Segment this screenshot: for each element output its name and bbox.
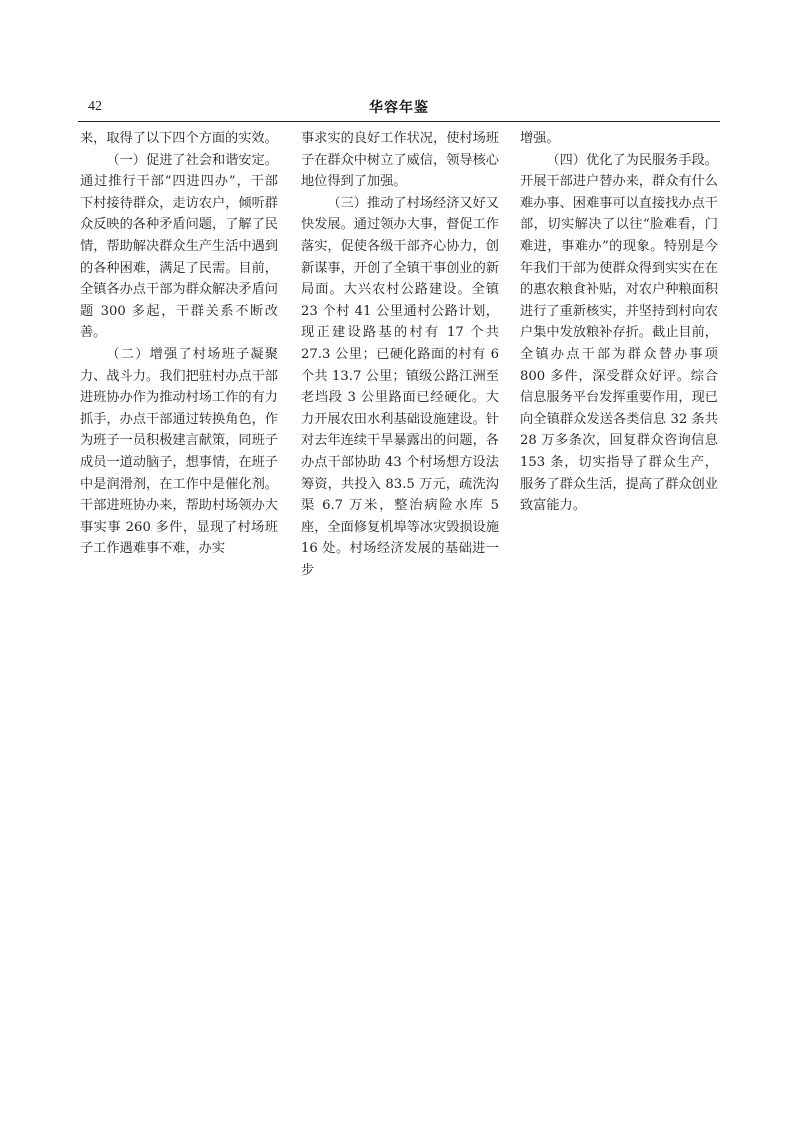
page-header	[78, 97, 720, 119]
text-column-3	[520, 128, 718, 517]
page-number: 42	[88, 99, 102, 114]
running-title: 华容年鉴	[369, 100, 429, 116]
paragraph: （四）优化了为民服务手段。开展干部进户替办来，群众有什么难办事、困难事可以直接找办点干部，切实解决了以往“脸难看，门难进，事难办”的现象。特别是今年我们干部为使群众得到实实在在的惠农粮食补贴，对农户种粮面积进行了重新核实，并坚持到村向农户集中发放粮补存折。截止目前，全镇办点干部为群众替办事项 800 多件，深受群众好评。综合信息服务平台发挥重要作用，现已向全镇群众发送各类信息 32 条共 28 万多条次，回复群众咨询信息 153 条，切实指导了群众生产，服务了群众生活，提高了群众创业致富能力。	[520, 152, 718, 514]
paragraph: （二）增强了村场班子凝聚力、战斗力。我们把驻村办点干部进班协办作为推动村场工作的有力抓手，办点干部通过转换角色，作为班子一员积极建言献策，同班子成员一道动脑子，想事情，在班子中是润滑剂，在工作中是催化剂。干部进班协办来，帮助村场领办大事实事 260 多件，显现了村场班子工作遇难事不难，办实	[80, 346, 278, 557]
paragraph: 来，取得了以下四个方面的实效。	[80, 131, 278, 146]
header-rule	[78, 121, 720, 122]
text-column-2	[301, 128, 499, 581]
paragraph: 增强。	[520, 131, 560, 146]
paragraph: （一）促进了社会和谐安定。通过推行干部“四进四办”，干部下村接待群众，走访农户，倾听群众反映的各种矛盾问题，了解了民情，帮助解决群众生产生活中遇到的各种困难，满足了民需。目前，全镇各办点干部为群众解决矛盾问题 300 多起，干群关系不断改善。	[80, 152, 278, 341]
paragraph: （三）推动了村场经济又好又快发展。通过领办大事，督促工作落实，促使各级干部齐心协力，创新谋事，开创了全镇干事创业的新局面。大兴农村公路建设。全镇 23 个村 41 公里通村公路计划，现正建设路基的村有 17 个共 27.3 公里；已硬化路面的村有 6 个共 13.7 公里；镇级公路江洲至老垱段 3 公里路面已经硬化。大力开展农田水利基础设施建设。针对去年连续干旱暴露出的问题，各办点干部协助 43 个村场想方设法筹资，共投入 83.5 万元，疏洗沟渠 6.7 万米，整治病险水库 5 座，全面修复机埠等冰灾毁损设施 16 处。村场经济发展的基础进一步	[301, 195, 499, 578]
paragraph: 事求实的良好工作状况，使村场班子在群众中树立了威信，领导核心地位得到了加强。	[301, 131, 499, 190]
text-column-1	[80, 128, 278, 560]
